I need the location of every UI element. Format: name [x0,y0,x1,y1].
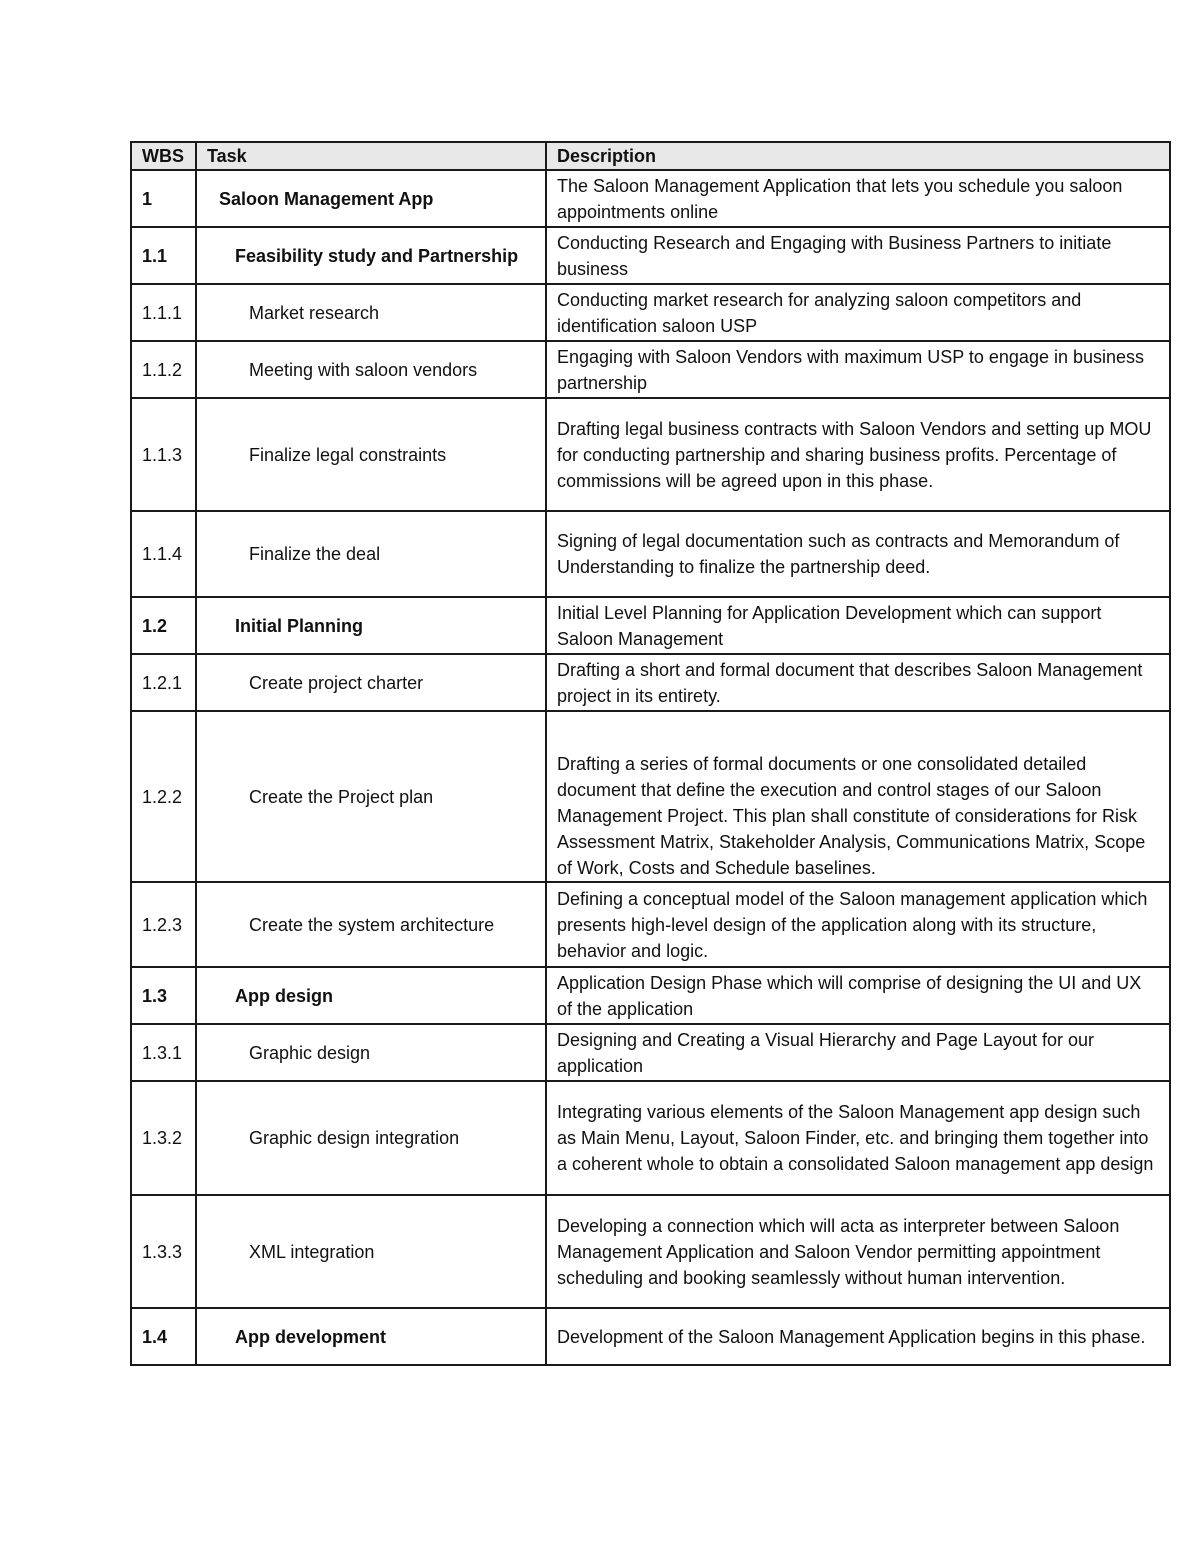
description-cell: Developing a connection which will acta as interpreter between Saloon Management Application and Saloon Vendor permitting appointment scheduling and booking seamlessly without human intervention. [546,1195,1170,1308]
description-cell: Drafting a short and formal document that describes Saloon Management project in its entirety. [546,654,1170,711]
wbs-cell: 1.3.1 [131,1024,196,1081]
description-cell: Defining a conceptual model of the Saloon management application which presents high-level design of the application along with its structure, behavior and logic. [546,882,1170,967]
task-cell: Finalize legal constraints [196,398,546,511]
header-description: Description [546,142,1170,170]
wbs-cell: 1.1.2 [131,341,196,398]
wbs-cell: 1.1.1 [131,284,196,341]
description-cell: Initial Level Planning for Application Development which can support Saloon Management [546,597,1170,654]
task-cell: Feasibility study and Partnership [196,227,546,284]
task-cell: Initial Planning [196,597,546,654]
table-row [131,597,1170,654]
wbs-cell: 1.3 [131,967,196,1024]
task-cell: Graphic design [196,1024,546,1081]
description-cell: Designing and Creating a Visual Hierarchy and Page Layout for our application [546,1024,1170,1081]
task-cell: Market research [196,284,546,341]
table-row [131,1195,1170,1308]
description-cell: Integrating various elements of the Saloon Management app design such as Main Menu, Layout, Saloon Finder, etc. and bringing them together into a coherent whole to obtain a consolidated Saloon management app design [546,1081,1170,1195]
description-cell: Application Design Phase which will comprise of designing the UI and UX of the application [546,967,1170,1024]
table-row [131,882,1170,967]
table-row [131,654,1170,711]
task-cell: Meeting with saloon vendors [196,341,546,398]
wbs-cell: 1.2.1 [131,654,196,711]
table-row [131,341,1170,398]
description-cell: Engaging with Saloon Vendors with maximum USP to engage in business partnership [546,341,1170,398]
table-row [131,170,1170,227]
wbs-cell: 1.3.3 [131,1195,196,1308]
task-cell: App design [196,967,546,1024]
wbs-cell: 1.3.2 [131,1081,196,1195]
description-cell: Conducting market research for analyzing saloon competitors and identification saloon USP [546,284,1170,341]
table-row [131,284,1170,341]
table-row [131,511,1170,597]
table-row [131,711,1170,882]
description-cell: Development of the Saloon Management Application begins in this phase. [546,1308,1170,1365]
task-cell: Saloon Management App [196,170,546,227]
table-row [131,227,1170,284]
table-row [131,1308,1170,1365]
wbs-cell: 1.1.3 [131,398,196,511]
table-row [131,1081,1170,1195]
wbs-cell: 1 [131,170,196,227]
task-cell: XML integration [196,1195,546,1308]
table-row [131,967,1170,1024]
task-cell: Create the Project plan [196,711,546,882]
wbs-cell: 1.2 [131,597,196,654]
description-cell: Signing of legal documentation such as contracts and Memorandum of Understanding to finalize the partnership deed. [546,511,1170,597]
description-cell: Drafting a series of formal documents or one consolidated detailed document that define the execution and control stages of our Saloon Management Project. This plan shall constitute of considerations for Risk Assessment Matrix, Stakeholder Analysis, Communications Matrix, Scope of Work, Costs and Schedule baselines. [546,711,1170,882]
table-header-row [131,142,1170,170]
wbs-cell: 1.2.3 [131,882,196,967]
description-cell: The Saloon Management Application that lets you schedule you saloon appointments online [546,170,1170,227]
wbs-table [130,141,1171,1366]
task-cell: Create the system architecture [196,882,546,967]
header-wbs: WBS [131,142,196,170]
task-cell: App development [196,1308,546,1365]
wbs-cell: 1.1 [131,227,196,284]
table-row [131,1024,1170,1081]
description-cell: Conducting Research and Engaging with Business Partners to initiate business [546,227,1170,284]
table-row [131,398,1170,511]
header-task: Task [196,142,546,170]
description-cell: Drafting legal business contracts with Saloon Vendors and setting up MOU for conducting partnership and sharing business profits. Percentage of commissions will be agreed upon in this phase. [546,398,1170,511]
task-cell: Graphic design integration [196,1081,546,1195]
wbs-cell: 1.4 [131,1308,196,1365]
wbs-cell: 1.2.2 [131,711,196,882]
wbs-cell: 1.1.4 [131,511,196,597]
task-cell: Finalize the deal [196,511,546,597]
task-cell: Create project charter [196,654,546,711]
